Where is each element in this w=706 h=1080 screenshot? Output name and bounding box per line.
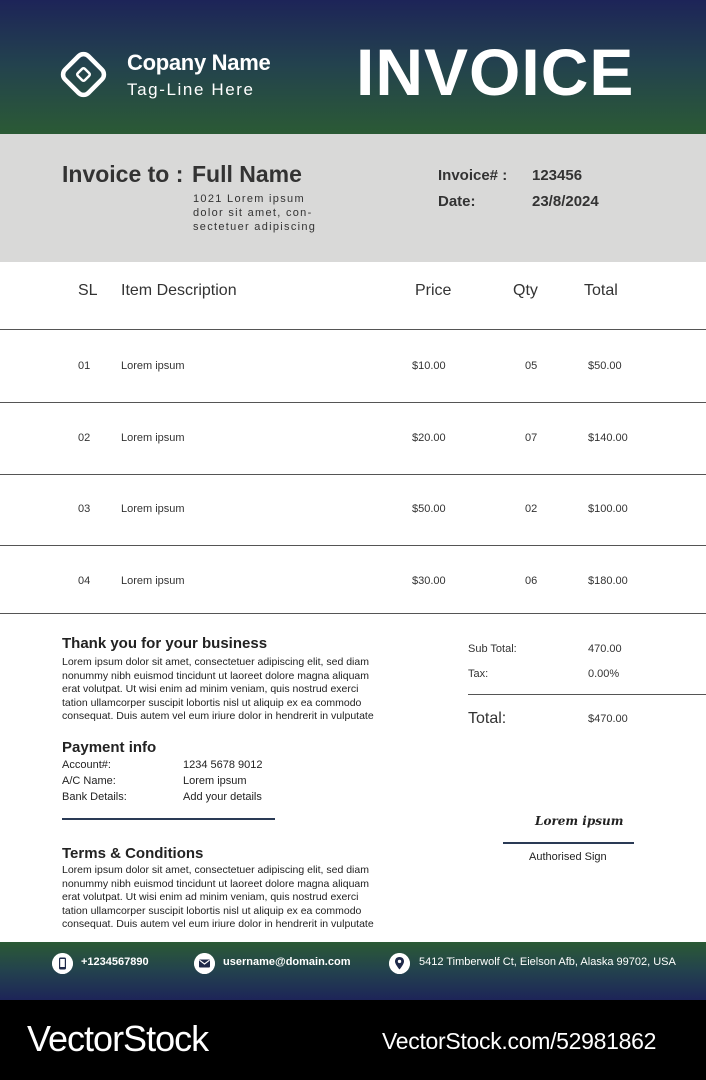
row-sl: 01	[78, 360, 91, 372]
row-qty: 07	[525, 432, 538, 444]
row-sl: 03	[78, 503, 91, 515]
row-description: Lorem ipsum	[121, 575, 185, 587]
row-description: Lorem ipsum	[121, 360, 185, 372]
terms-paragraph	[62, 864, 407, 932]
row-total: $100.00	[588, 503, 628, 515]
table-divider	[0, 474, 706, 475]
invoice-title: INVOICE	[356, 35, 635, 109]
row-description: Lorem ipsum	[121, 432, 185, 444]
client-address	[193, 192, 363, 234]
tax-label: Tax:	[468, 668, 489, 680]
signature-label: Authorised Sign	[529, 851, 607, 863]
table-divider	[0, 402, 706, 403]
paragraph-line: tation ullamcorper suscipit lobortis nisl ut aliquip ex ea commodo	[62, 904, 362, 917]
contact-footer	[0, 942, 706, 1000]
subtotal-value: 470.00	[588, 643, 622, 655]
subtotal-label: Sub Total:	[468, 643, 517, 655]
row-qty: 02	[525, 503, 538, 515]
footer-phone: +1234567890	[81, 956, 149, 968]
total-value: $470.00	[588, 713, 628, 725]
paragraph-line: Lorem ipsum dolor sit amet, consectetuer adipiscing elit, sed diam	[62, 864, 369, 876]
table-divider	[0, 329, 706, 330]
row-sl: 04	[78, 575, 91, 587]
address-line: sectetuer adipiscing	[193, 221, 317, 233]
invoice-number-label: Invoice# :	[438, 167, 508, 184]
row-total: $140.00	[588, 432, 628, 444]
paragraph-line: consequat. Duis autem vel eum iriure dolor in hendrerit in vulputate	[62, 918, 374, 931]
account-name: Lorem ipsum	[183, 775, 247, 787]
row-price: $20.00	[412, 432, 446, 444]
watermark-url: VectorStock.com/52981862	[382, 1028, 657, 1054]
bank-details-label: Bank Details:	[62, 791, 127, 803]
tax-value: 0.00%	[588, 668, 620, 680]
row-price: $10.00	[412, 360, 446, 372]
payment-title: Payment info	[62, 739, 157, 756]
watermark-brand: VectorStock	[27, 1018, 209, 1059]
column-header-description: Item Description	[121, 282, 237, 299]
column-header-qty: Qty	[513, 282, 538, 299]
account-label: Account#:	[62, 759, 111, 771]
paragraph-line: erat volutpat. Ut wisi enim ad minim veniam, quis nostrud exerci	[62, 891, 359, 904]
row-qty: 05	[525, 360, 538, 372]
footer-address: 5412 Timberwolf Ct, Eielson Afb, Alaska 99702, USA	[419, 956, 676, 968]
paragraph-line: nonummy nibh euismod tincidunt ut laoreet dolore magna aliquam	[62, 669, 370, 682]
column-header-sl: SL	[78, 282, 98, 299]
address-line: dolor sit amet, con-	[193, 207, 313, 219]
paragraph-line: consequat. Duis autem vel eum iriure dolor in hendrerit in vulputate	[62, 710, 374, 723]
mail-icon	[194, 953, 215, 974]
totals-divider	[468, 694, 706, 695]
row-qty: 06	[525, 575, 538, 587]
column-header-total: Total	[584, 282, 618, 299]
company-tagline: Tag-Line Here	[127, 80, 255, 99]
signature-line	[503, 842, 634, 844]
total-label: Total:	[468, 710, 507, 727]
signature-script: Lorem ipsum	[535, 814, 624, 828]
paragraph-line: tation ullamcorper suscipit lobortis nisl ut aliquip ex ea commodo	[62, 696, 362, 709]
row-price: $50.00	[412, 503, 446, 515]
invoice-to-label: Invoice to :	[62, 161, 184, 187]
row-description: Lorem ipsum	[121, 503, 185, 515]
column-header-price: Price	[415, 282, 452, 299]
invoice-date: 23/8/2024	[532, 193, 599, 210]
phone-icon	[52, 953, 73, 974]
paragraph-line: erat volutpat. Ut wisi enim ad minim veniam, quis nostrud exerci	[62, 683, 359, 696]
row-total: $50.00	[588, 360, 622, 372]
company-name: Copany Name	[127, 50, 271, 75]
row-total: $180.00	[588, 575, 628, 587]
client-name: Full Name	[192, 161, 302, 187]
address-line: 1021 Lorem ipsum	[193, 193, 305, 205]
location-pin-icon	[389, 953, 410, 974]
table-divider	[0, 613, 706, 614]
thanks-paragraph	[62, 656, 407, 724]
account-number: 1234 5678 9012	[183, 759, 263, 771]
thanks-title: Thank you for your business	[62, 635, 268, 652]
footer-email: username@domain.com	[223, 956, 351, 968]
invoice-number: 123456	[532, 167, 583, 184]
table-divider	[0, 545, 706, 546]
diamond-logo-icon	[55, 46, 112, 103]
paragraph-line: nonummy nibh euismod tincidunt ut laoreet dolore magna aliquam	[62, 877, 370, 890]
terms-title: Terms & Conditions	[62, 845, 204, 862]
row-sl: 02	[78, 432, 91, 444]
account-name-label: A/C Name:	[62, 775, 116, 787]
paragraph-line: Lorem ipsum dolor sit amet, consectetuer adipiscing elit, sed diam	[62, 656, 369, 668]
date-label: Date:	[438, 193, 476, 210]
bank-details: Add your details	[183, 791, 262, 803]
row-price: $30.00	[412, 575, 446, 587]
payment-divider	[62, 818, 275, 820]
